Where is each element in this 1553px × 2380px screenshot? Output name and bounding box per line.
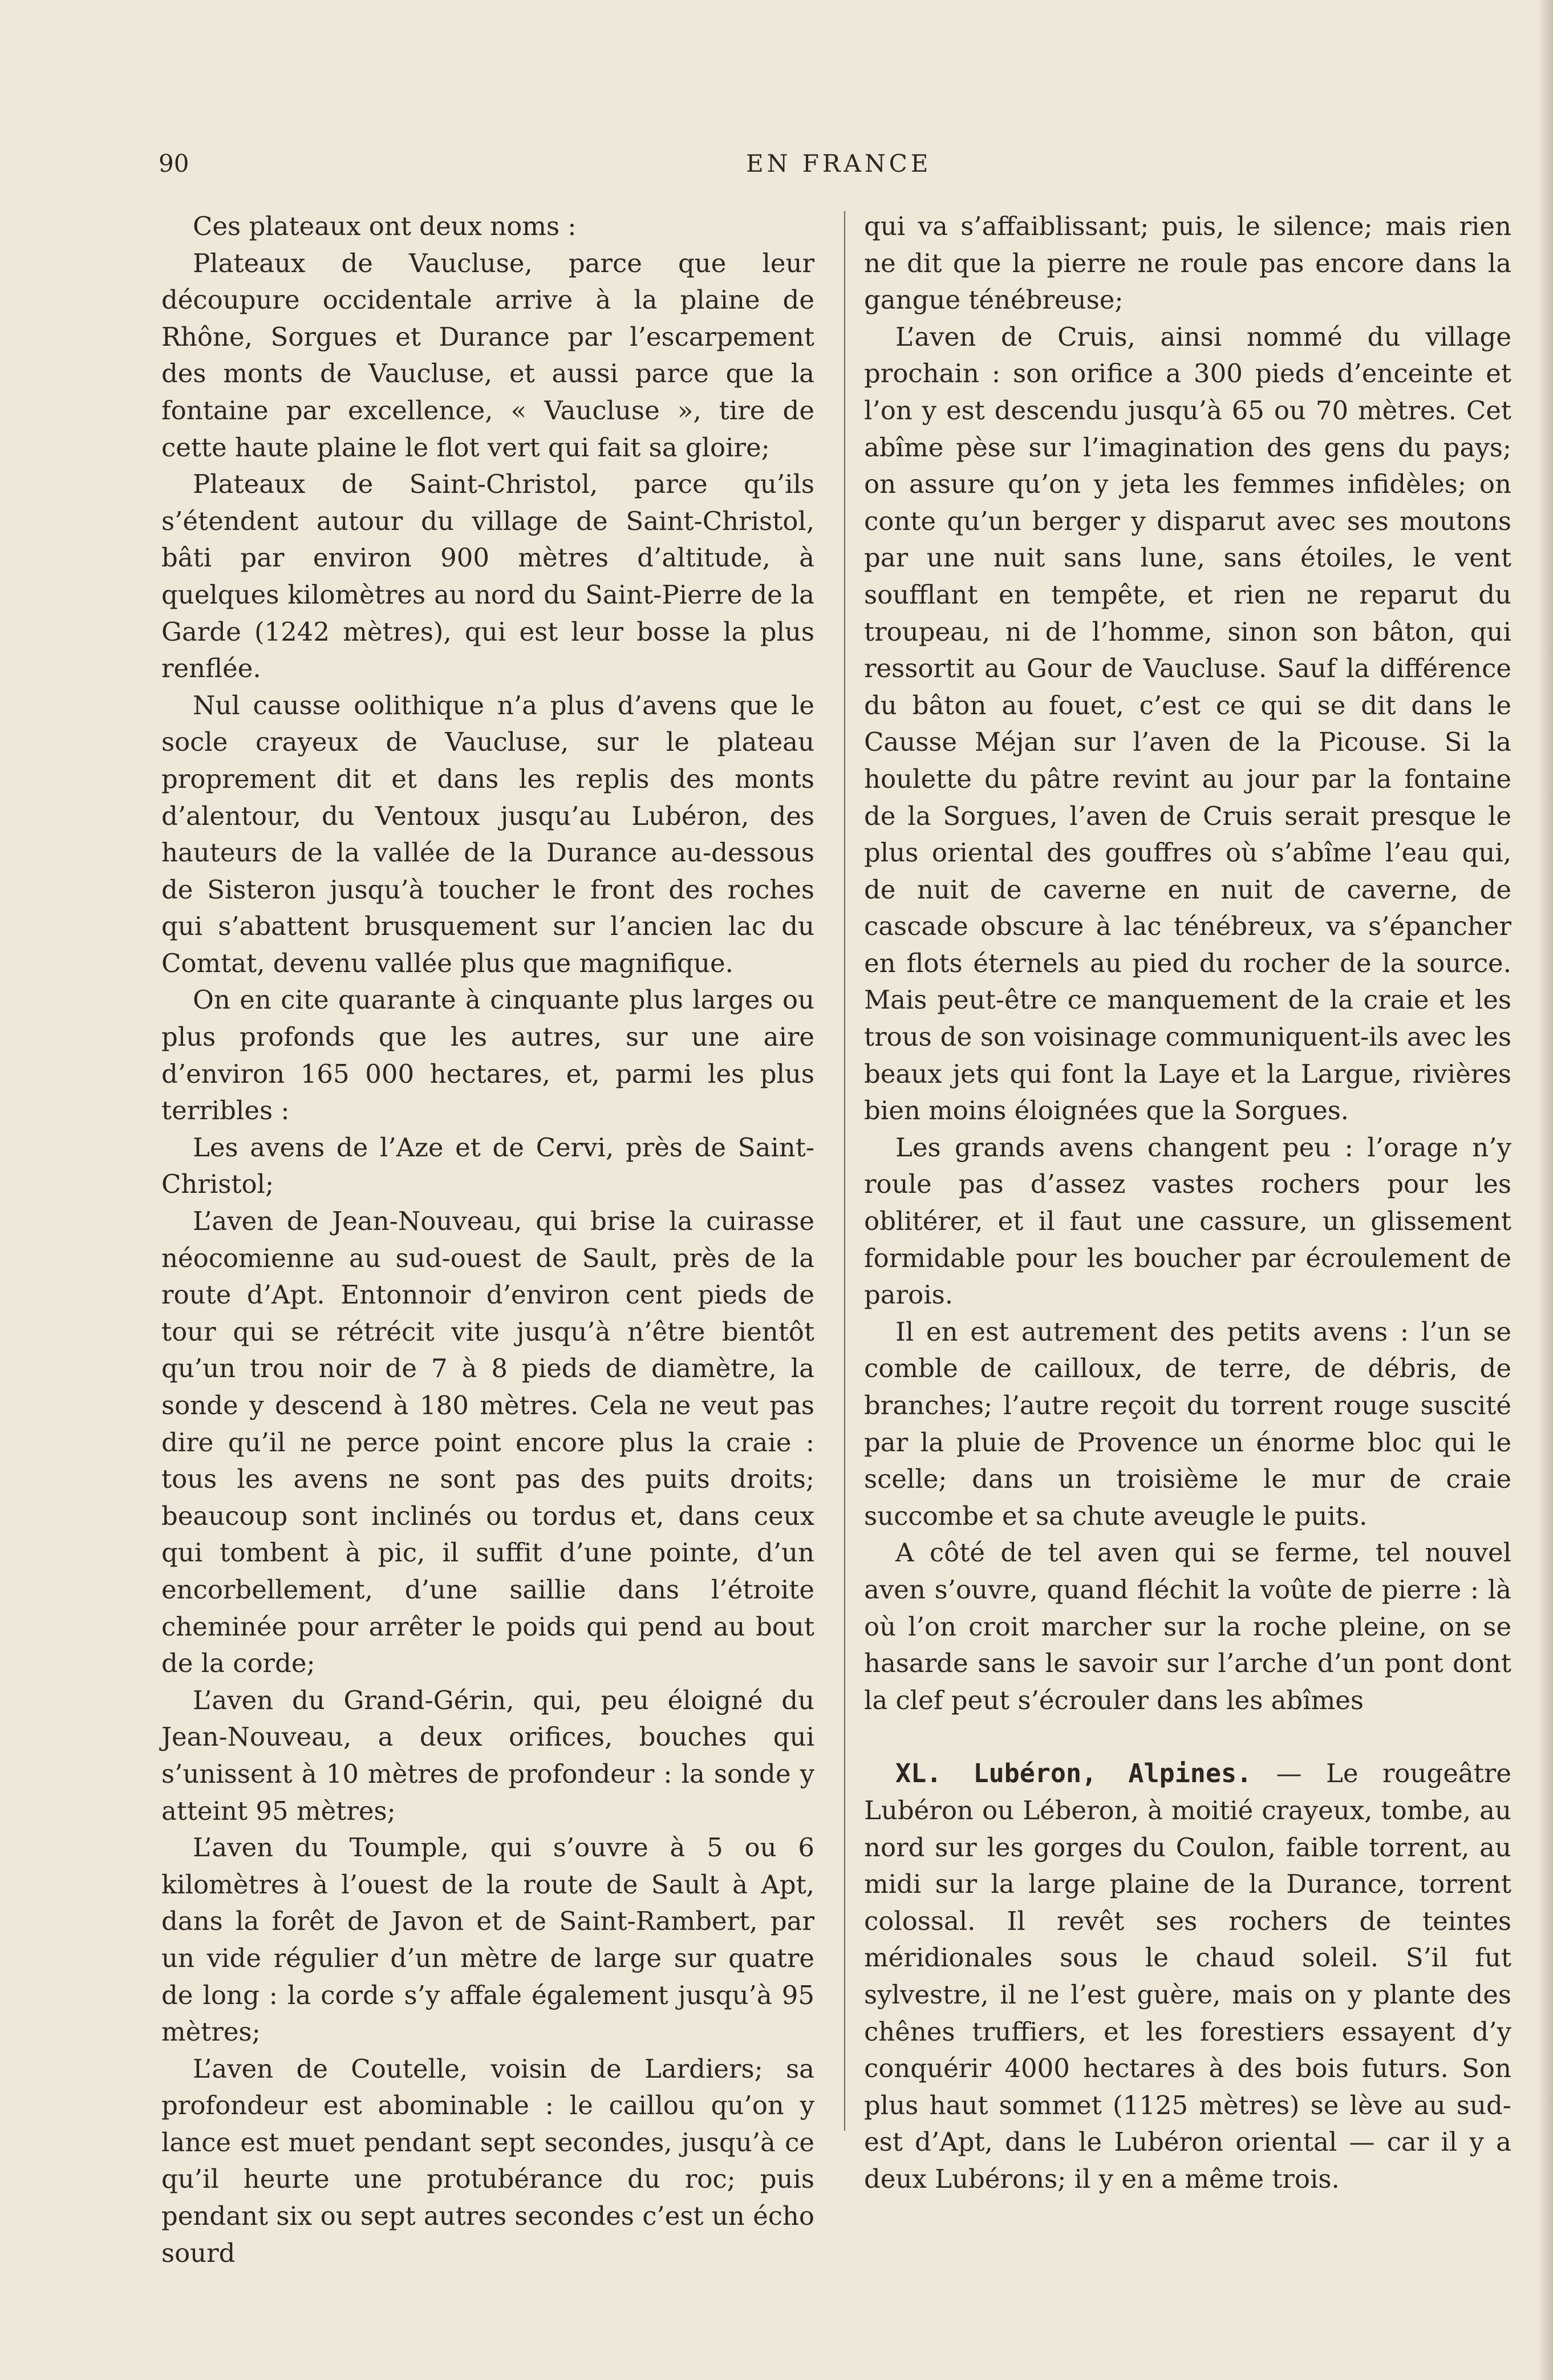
paragraph: Nul causse oolithique n’a plus d’avens que le socle crayeux de Vaucluse, sur le plateau proprement dit et dans les replis des monts d’alentour, du Ventoux jusqu’au Lubéron, des hauteurs de la vallée de la Durance au-dessous de Sisteron jusqu’à toucher le front des roches qui s’abattent brusquement sur l’ancien lac du Comtat, devenu vallée plus que magnifique. — [161, 690, 814, 978]
running-title: EN FRANCE — [746, 149, 932, 177]
right-column — [864, 208, 1511, 2194]
page-edge-shadow — [1538, 0, 1553, 2380]
paragraph: Ces plateaux ont deux noms : — [193, 211, 577, 241]
paragraph: L’aven de Cruis, ainsi nommé du village prochain : son orifice a 300 pieds d’enceinte et l’on y est descendu jusqu’à 65 ou 70 mètres. Cet abîme pèse sur l’imagination des gens du pays; on assure qu’on y jeta les femmes infidèles; on conte qu’un berger y disparut avec ses moutons par une nuit sans lune, sans étoiles, le vent soufflant en tempête, et rien ne reparut du troupeau, ni de l’homme, sinon son bâton, qui ressortit au Gour de Vaucluse. Sauf la différence du bâton au fouet, c’est ce qui se dit dans le Causse Méjan sur l’aven de la Picouse. Si la houlette du pâtre revint au jour par la fontaine de la Sorgues, l’aven de Cruis serait presque le plus oriental des gouffres où s’abîme l’eau qui, de nuit de caverne en nuit de caverne, de cascade obscure à lac ténébreux, va s’épancher en flots éternels au pied du rocher de la source. Mais peut-être ce manquement de la craie et les trous de son voisinage communiquent-ils avec les beaux jets qui font la Laye et la Largue, rivières bien moins éloignées que la Sorgues. — [864, 321, 1511, 1126]
paragraph: Plateaux de Vaucluse, parce que leur découpure occidentale arrive à la plaine de Rhône, Sorgues et Durance par l’escarpement des monts de Vaucluse, et aussi parce que la fontaine par excellence, « Vaucluse », tire de cette haute plaine le flot vert qui fait sa gloire; — [161, 248, 814, 463]
paragraph: Les avens de l’Aze et de Cervi, près de Saint-Christol; — [161, 1132, 814, 1200]
paragraph: Il en est autrement des petits avens : l’un se comble de cailloux, de terre, de débris, de branches; l’autre reçoit du torrent rouge suscité par la pluie de Provence un énorme bloc qui le scelle; dans un troisième le mur de craie succombe et sa chute aveugle le puits. — [864, 1316, 1511, 1531]
paragraph: qui va s’affaiblissant; puis, le silence; mais rien ne dit que la pierre ne roule pas encore dans la gangue ténébreuse; — [864, 211, 1511, 315]
paragraph: Plateaux de Saint-Christol, parce qu’ils s’étendent autour du village de Saint-Christol, bâti par environ 900 mètres d’altitude, à quelques kilomètres au nord du Saint-Pierre de la Garde (1242 mètres), qui est leur bosse la plus renflée. — [161, 469, 814, 684]
section-heading: XL. Lubéron, Alpines. — [895, 1758, 1252, 1789]
paragraph: L’aven de Jean-Nouveau, qui brise la cuirasse néocomienne au sud-ouest de Sault, près de la route d’Apt. Entonnoir d’environ cent pieds de tour qui se rétrécit vite jusqu’à n’être bientôt qu’un trou noir de 7 à 8 pieds de diamètre, la sonde y descend à 180 mètres. Cela ne veut pas dire qu’il ne perce point encore plus la craie : tous les avens ne sont pas des puits droits; beaucoup sont inclinés ou tordus et, dans ceux qui tombent à pic, il suffit d’une pointe, d’un encorbellement, d’une saillie dans l’étroite cheminée pour arrêter le poids qui pend au bout de la corde; — [161, 1206, 814, 1679]
page-number: 90 — [159, 149, 189, 177]
paragraph: L’aven du Grand-Gérin, qui, peu éloigné du Jean-Nouveau, a deux orifices, bouches qui s’unissent à 10 mètres de profondeur : la sonde y atteint 95 mètres; — [161, 1685, 814, 1826]
paragraph: L’aven de Coutelle, voisin de Lardiers; sa profondeur est abominable : le caillou qu’on y lance est muet pendant sept secondes, jusqu’à ce qu’il heurte une protubérance du roc; puis pendant six ou sept autres secondes c’est un écho sourd — [161, 2053, 814, 2268]
page-header — [159, 149, 1516, 189]
paragraph: Les grands avens changent peu : l’orage n’y roule pas d’assez vastes rochers pour les oblitérer, et il faut une cassure, un glissement formidable pour les boucher par écroulement de parois. — [864, 1132, 1511, 1310]
paragraph: L’aven du Toumple, qui s’ouvre à 5 ou 6 kilomètres à l’ouest de la route de Sault à Apt, dans la forêt de Javon et de Saint-Rambert, par un vide régulier d’un mètre de large sur quatre de long : la corde s’y affale également jusqu’à 95 mètres; — [161, 1832, 814, 2047]
section-text: — Le rougeâtre Lubéron ou Léberon, à moitié crayeux, tombe, au nord sur les gorges du Coulon, faible torrent, au midi sur la large plaine de la Durance, torrent colossal. Il revêt ses rochers de teintes méridionales sous le chaud soleil. S’il fut sylvestre, il ne l’est guère, mais on y plante des chênes truffiers, et les forestiers essayent d’y conquérir 4000 hectares à des bois futurs. Son plus haut sommet (1125 mètres) se lève au sud-est d’Apt, dans le Lubéron oriental — car il y a deux Lubérons; il y en a même trois. — [864, 1758, 1511, 2194]
column-divider — [844, 211, 845, 2131]
left-column — [161, 208, 814, 2268]
paragraph: A côté de tel aven qui se ferme, tel nouvel aven s’ouvre, quand fléchit la voûte de pierre : là où l’on croit marcher sur la roche pleine, on se hasarde sans le savoir sur l’arche d’un pont dont la clef peut s’écrouler dans les abîmes — [864, 1537, 1511, 1715]
paragraph: On en cite quarante à cinquante plus larges ou plus profonds que les autres, sur une aire d’environ 165 000 hectares, et, parmi les plus terribles : — [161, 985, 814, 1126]
section-paragraph — [864, 1755, 1511, 2197]
